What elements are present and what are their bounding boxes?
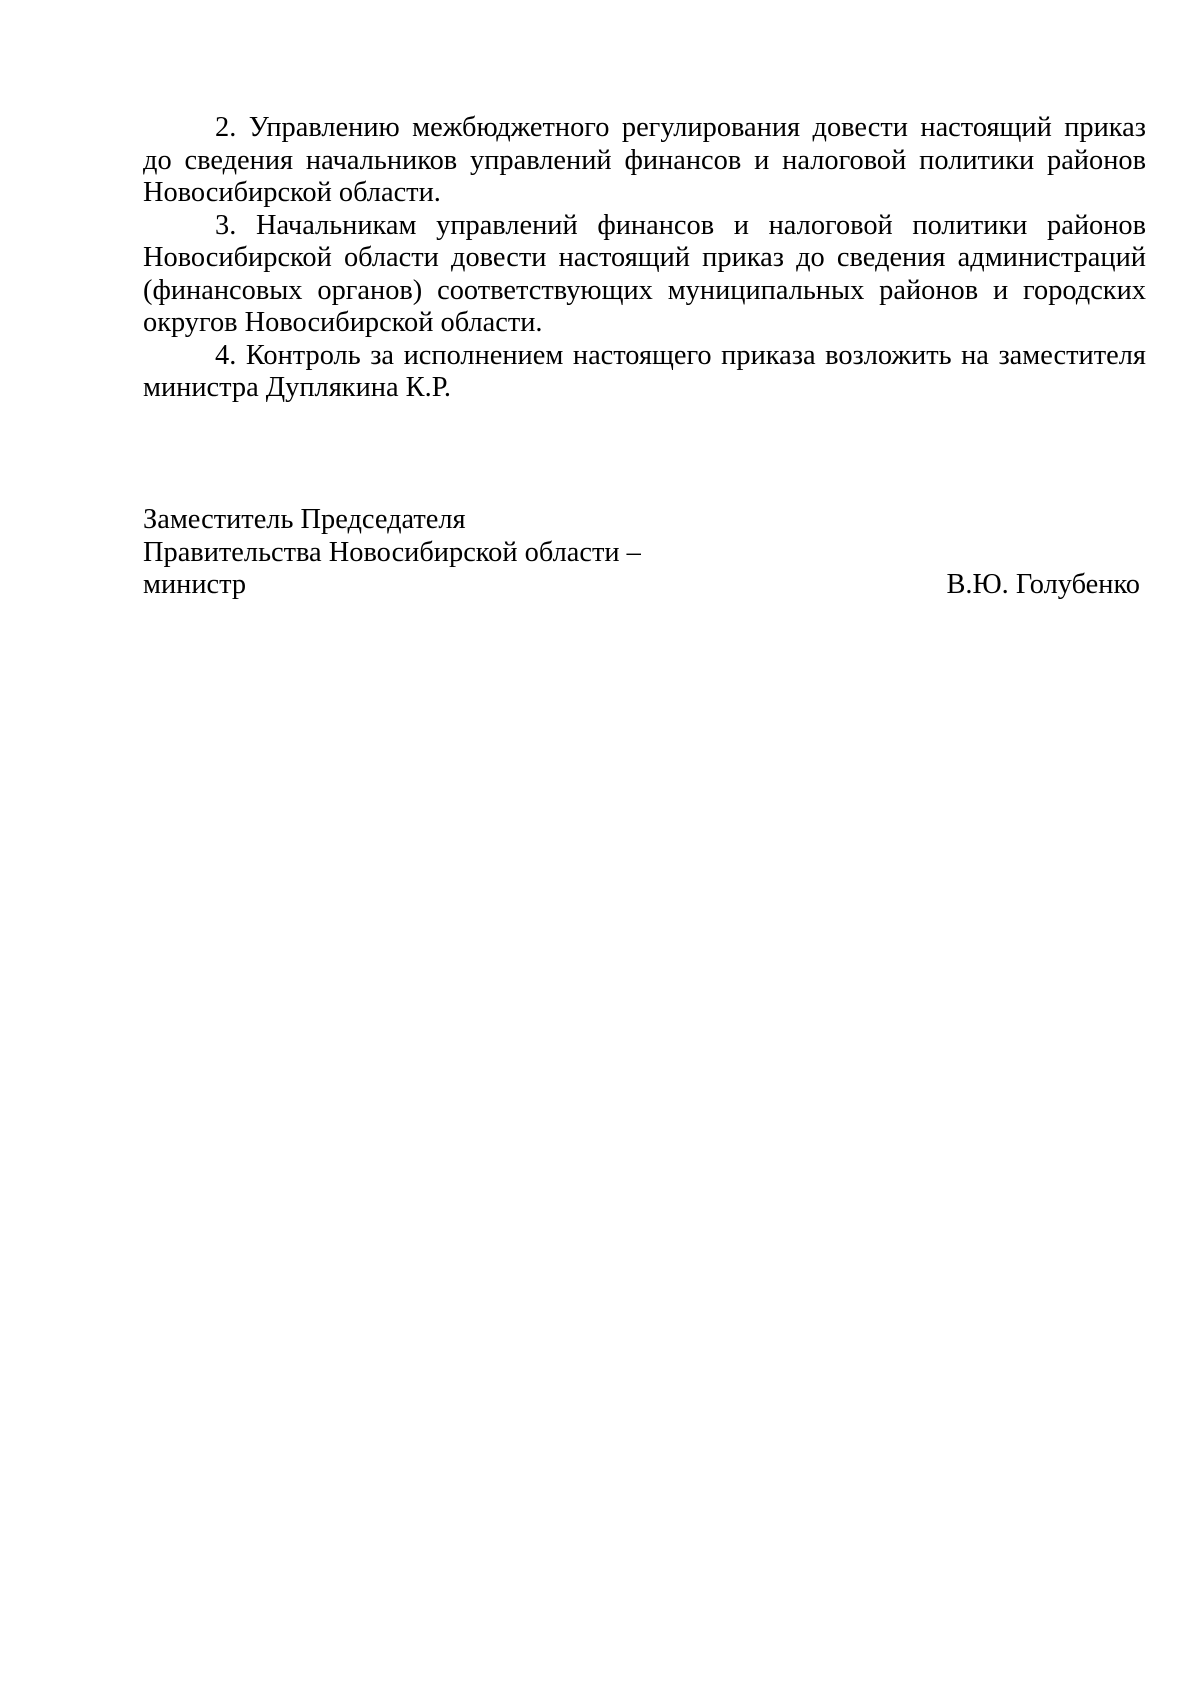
- signatory-position-line-1: Заместитель Председателя: [143, 504, 466, 535]
- document-body: [143, 112, 1146, 405]
- paragraph-item-2: 2. Управлению межбюджетного регулирования довести настоящий приказ до сведения начальников управлений финансов и налоговой политики районов Новосибирской области.: [143, 112, 1146, 208]
- paragraph-item-4: 4. Контроль за исполнением настоящего приказа возложить на заместителя министра Дуплякина К.Р.: [143, 339, 1146, 403]
- signature-last-line: [143, 569, 1146, 602]
- paragraph-item-3: 3. Начальникам управлений финансов и налоговой политики районов Новосибирской области довести настоящий приказ до сведения администраций (финансовых органов) соответствующих муниципальных районов и городских округов Новосибирской области.: [143, 209, 1146, 338]
- signature-block: [143, 504, 1146, 602]
- signatory-name: В.Ю. Голубенко: [946, 569, 1140, 600]
- signatory-position-line-2: Правительства Новосибирской области –: [143, 536, 641, 568]
- signatory-position-line-3: министр: [143, 569, 247, 600]
